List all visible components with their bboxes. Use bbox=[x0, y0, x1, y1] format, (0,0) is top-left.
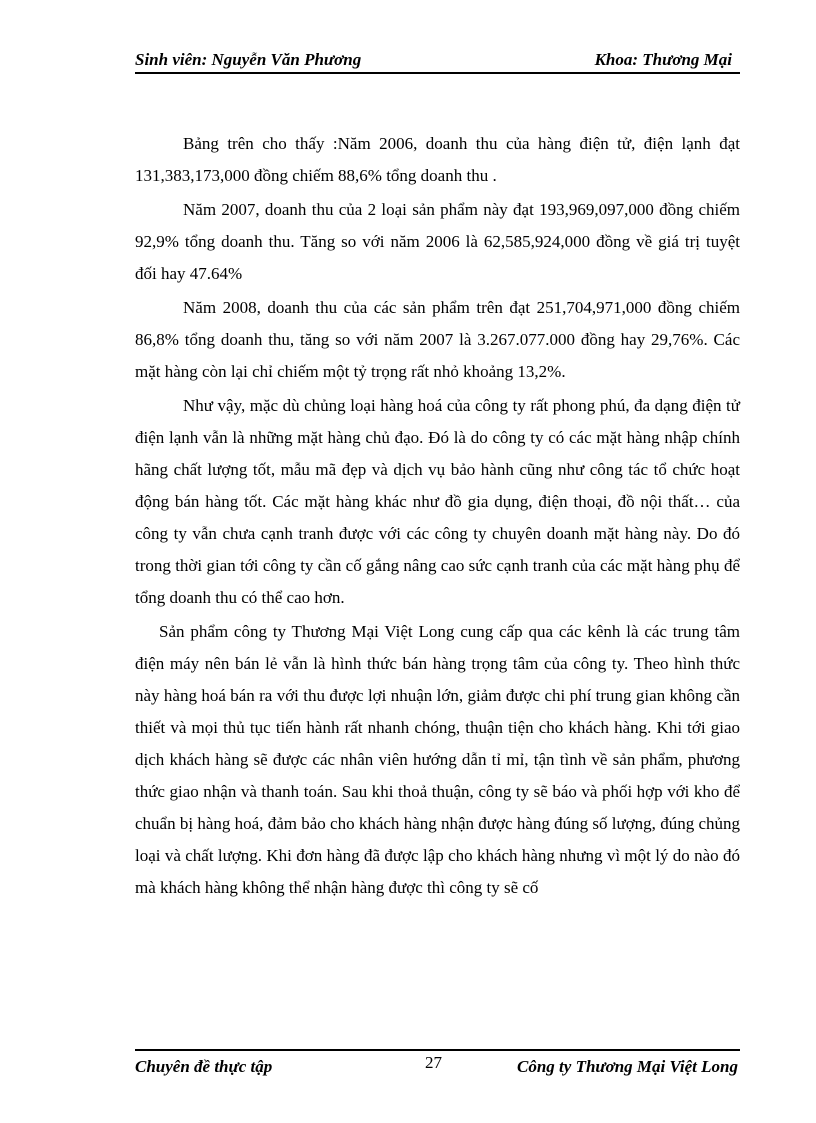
page-footer bbox=[135, 1049, 740, 1081]
header-faculty: Khoa: Thương Mại bbox=[594, 50, 732, 69]
paragraph-4: Như vậy, mặc dù chủng loại hàng hoá của công ty rất phong phú, đa dạng điện tử điện lạnh vẫn là những mặt hàng chủ đạo. Đó là do công ty có các mặt hàng nhập chính hãng chất lượng tốt, mẫu mã đẹp và dịch vụ bảo hành cũng như công tác tổ chức hoạt động bán hàng tốt. Các mặt hàng khác như đồ gia dụng, điện thoại, đồ nội thất… của công ty vẫn chưa cạnh tranh được với các công ty chuyên doanh mặt hàng này. Do đó trong thời gian tới công ty cần cố gắng nâng cao sức cạnh tranh của các mặt hàng phụ để tổng doanh thu có thể cao hơn. bbox=[135, 396, 740, 607]
paragraph-2: Năm 2007, doanh thu của 2 loại sản phẩm này đạt 193,969,097,000 đồng chiếm 92,9% tổng doanh thu. Tăng so với năm 2006 là 62,585,924,000 đồng về giá trị tuyệt đối hay 47.64% bbox=[135, 200, 740, 283]
paragraph-3: Năm 2008, doanh thu của các sản phẩm trên đạt 251,704,971,000 đồng chiếm 86,8% tổng doanh thu, tăng so với năm 2007 là 3.267.077.000 đồng hay 29,76%. Các mặt hàng còn lại chỉ chiếm một tỷ trọng rất nhỏ khoảng 13,2%. bbox=[135, 298, 740, 381]
paragraph-1: Bảng trên cho thấy :Năm 2006, doanh thu của hàng điện tử, điện lạnh đạt 131,383,173,000 đồng chiếm 88,6% tổng doanh thu . bbox=[135, 134, 740, 185]
paragraph-5: Sản phẩm công ty Thương Mại Việt Long cung cấp qua các kênh là các trung tâm điện máy nên bán lẻ vẫn là hình thức bán hàng trọng tâm của công ty. Theo hình thức này hàng hoá bán ra với thu được lợi nhuận lớn, giảm được chi phí trung gian không cần thiết và mọi thủ tục tiến hành rất nhanh chóng, thuận tiện cho khách hàng. Khi tới giao dịch khách hàng sẽ được các nhân viên hướng dẫn tỉ mỉ, tận tình về sản phẩm, phương thức giao nhận và thanh toán. Sau khi thoả thuận, công ty sẽ báo và phối hợp với kho để chuẩn bị hàng hoá, đảm bảo cho khách hàng nhận được hàng đúng số lượng, đúng chủng loại và chất lượng. Khi đơn hàng đã được lập cho khách hàng nhưng vì một lý do nào đó mà khách hàng không thể nhận hàng được thì công ty sẽ cố bbox=[135, 622, 740, 897]
footer-report-type: Chuyên đề thực tập bbox=[135, 1057, 273, 1076]
page-number: 27 bbox=[425, 1053, 442, 1072]
page-header bbox=[135, 48, 740, 74]
footer-company: Công ty Thương Mại Việt Long bbox=[517, 1057, 738, 1076]
header-student-name: Sinh viên: Nguyễn Văn Phương bbox=[135, 50, 362, 69]
page-body bbox=[135, 128, 740, 906]
